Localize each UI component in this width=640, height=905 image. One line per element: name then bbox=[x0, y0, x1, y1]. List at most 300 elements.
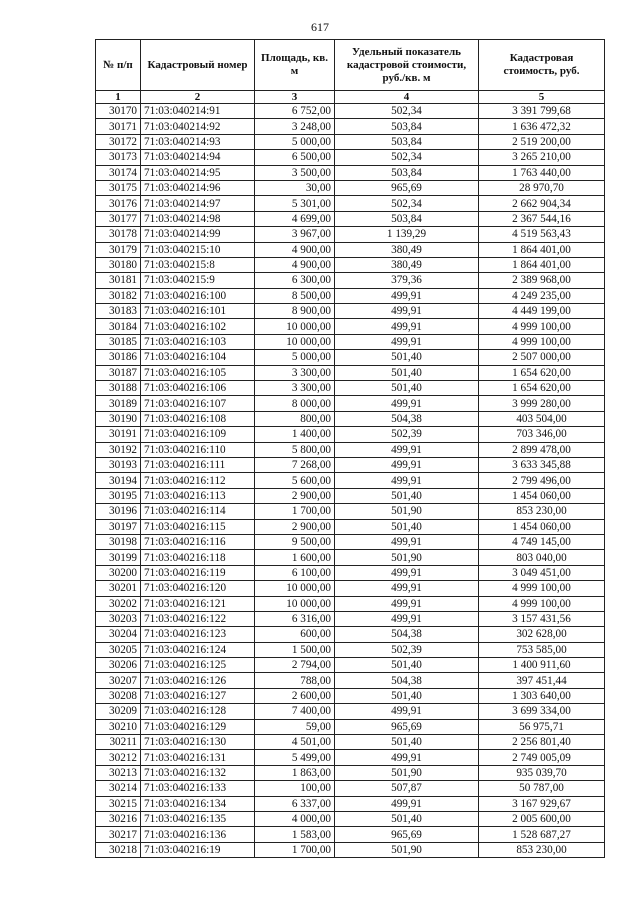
cell-area: 6 752,00 bbox=[255, 104, 335, 119]
cell-unit-value: 501,40 bbox=[335, 519, 479, 534]
cell-row-number: 30175 bbox=[96, 180, 141, 195]
cell-area: 1 400,00 bbox=[255, 427, 335, 442]
cell-cadastral-number: 71:03:040216:104 bbox=[141, 350, 255, 365]
table-row bbox=[96, 242, 605, 257]
cell-area: 7 268,00 bbox=[255, 457, 335, 472]
cell-area: 1 700,00 bbox=[255, 842, 335, 857]
cell-area: 5 800,00 bbox=[255, 442, 335, 457]
cell-row-number: 30189 bbox=[96, 396, 141, 411]
cell-cadastral-cost: 1 864 401,00 bbox=[479, 242, 605, 257]
cell-area: 8 000,00 bbox=[255, 396, 335, 411]
cell-unit-value: 502,39 bbox=[335, 642, 479, 657]
table-row bbox=[96, 827, 605, 842]
cell-row-number: 30179 bbox=[96, 242, 141, 257]
cell-cadastral-number: 71:03:040216:110 bbox=[141, 442, 255, 457]
cell-row-number: 30176 bbox=[96, 196, 141, 211]
cell-cadastral-number: 71:03:040216:19 bbox=[141, 842, 255, 857]
cell-unit-value: 499,91 bbox=[335, 596, 479, 611]
header-cadastral-cost: Кадастровая стоимость, руб. bbox=[479, 40, 605, 91]
cell-area: 1 583,00 bbox=[255, 827, 335, 842]
header-area: Площадь, кв. м bbox=[255, 40, 335, 91]
cell-cadastral-number: 71:03:040216:128 bbox=[141, 704, 255, 719]
table-row bbox=[96, 750, 605, 765]
table-row bbox=[96, 334, 605, 349]
cell-unit-value: 499,91 bbox=[335, 304, 479, 319]
cell-cadastral-number: 71:03:040214:94 bbox=[141, 150, 255, 165]
cell-row-number: 30214 bbox=[96, 781, 141, 796]
cell-row-number: 30193 bbox=[96, 457, 141, 472]
cell-cadastral-cost: 803 040,00 bbox=[479, 550, 605, 565]
cell-unit-value: 499,91 bbox=[335, 611, 479, 626]
cell-cadastral-cost: 1 303 640,00 bbox=[479, 688, 605, 703]
table-row bbox=[96, 288, 605, 303]
cell-cadastral-number: 71:03:040216:133 bbox=[141, 781, 255, 796]
cell-row-number: 30187 bbox=[96, 365, 141, 380]
table-body bbox=[96, 104, 605, 858]
cell-cadastral-cost: 3 049 451,00 bbox=[479, 565, 605, 580]
cell-row-number: 30186 bbox=[96, 350, 141, 365]
table-row bbox=[96, 196, 605, 211]
cell-unit-value: 499,91 bbox=[335, 750, 479, 765]
cell-area: 3 967,00 bbox=[255, 227, 335, 242]
cell-cadastral-cost: 50 787,00 bbox=[479, 781, 605, 796]
cell-cadastral-number: 71:03:040216:103 bbox=[141, 334, 255, 349]
cell-cadastral-cost: 1 636 472,32 bbox=[479, 119, 605, 134]
cell-area: 5 301,00 bbox=[255, 196, 335, 211]
table-row bbox=[96, 534, 605, 549]
cell-row-number: 30172 bbox=[96, 134, 141, 149]
cell-cadastral-number: 71:03:040216:127 bbox=[141, 688, 255, 703]
cell-area: 8 900,00 bbox=[255, 304, 335, 319]
cell-unit-value: 507,87 bbox=[335, 781, 479, 796]
table-row bbox=[96, 257, 605, 272]
column-number: 5 bbox=[479, 91, 605, 104]
cell-unit-value: 379,36 bbox=[335, 273, 479, 288]
cell-unit-value: 499,91 bbox=[335, 334, 479, 349]
cadastre-table bbox=[95, 39, 605, 858]
cell-cadastral-cost: 853 230,00 bbox=[479, 504, 605, 519]
cell-cadastral-cost: 3 391 799,68 bbox=[479, 104, 605, 119]
table-row bbox=[96, 273, 605, 288]
cell-row-number: 30206 bbox=[96, 658, 141, 673]
cell-area: 600,00 bbox=[255, 627, 335, 642]
cell-cadastral-number: 71:03:040214:98 bbox=[141, 211, 255, 226]
cell-area: 5 000,00 bbox=[255, 350, 335, 365]
cell-unit-value: 501,40 bbox=[335, 811, 479, 826]
cell-row-number: 30185 bbox=[96, 334, 141, 349]
table-row bbox=[96, 658, 605, 673]
cell-cadastral-cost: 3 999 280,00 bbox=[479, 396, 605, 411]
cell-row-number: 30203 bbox=[96, 611, 141, 626]
cell-cadastral-number: 71:03:040216:113 bbox=[141, 488, 255, 503]
cell-unit-value: 503,84 bbox=[335, 119, 479, 134]
table-header-row bbox=[96, 40, 605, 91]
table-row bbox=[96, 350, 605, 365]
cell-area: 7 400,00 bbox=[255, 704, 335, 719]
cell-area: 800,00 bbox=[255, 411, 335, 426]
cell-row-number: 30216 bbox=[96, 811, 141, 826]
cell-cadastral-number: 71:03:040216:111 bbox=[141, 457, 255, 472]
cell-area: 788,00 bbox=[255, 673, 335, 688]
cell-area: 1 863,00 bbox=[255, 765, 335, 780]
cell-cadastral-cost: 4 519 563,43 bbox=[479, 227, 605, 242]
cell-cadastral-cost: 4 999 100,00 bbox=[479, 596, 605, 611]
cell-cadastral-cost: 1 454 060,00 bbox=[479, 488, 605, 503]
table-row bbox=[96, 519, 605, 534]
table-row bbox=[96, 504, 605, 519]
cell-area: 4 900,00 bbox=[255, 257, 335, 272]
cell-cadastral-number: 71:03:040216:130 bbox=[141, 735, 255, 750]
cell-area: 10 000,00 bbox=[255, 596, 335, 611]
cell-unit-value: 965,69 bbox=[335, 719, 479, 734]
cell-row-number: 30188 bbox=[96, 381, 141, 396]
cell-cadastral-cost: 2 256 801,40 bbox=[479, 735, 605, 750]
table-row bbox=[96, 627, 605, 642]
cell-unit-value: 499,91 bbox=[335, 534, 479, 549]
cell-area: 100,00 bbox=[255, 781, 335, 796]
cell-row-number: 30192 bbox=[96, 442, 141, 457]
cell-unit-value: 499,91 bbox=[335, 396, 479, 411]
cell-row-number: 30174 bbox=[96, 165, 141, 180]
cell-cadastral-number: 71:03:040216:119 bbox=[141, 565, 255, 580]
cell-cadastral-number: 71:03:040216:120 bbox=[141, 581, 255, 596]
cell-row-number: 30170 bbox=[96, 104, 141, 119]
cell-area: 5 000,00 bbox=[255, 134, 335, 149]
table-row bbox=[96, 396, 605, 411]
cell-cadastral-number: 71:03:040215:8 bbox=[141, 257, 255, 272]
cell-cadastral-cost: 56 975,71 bbox=[479, 719, 605, 734]
cell-row-number: 30197 bbox=[96, 519, 141, 534]
cell-area: 8 500,00 bbox=[255, 288, 335, 303]
cell-area: 2 794,00 bbox=[255, 658, 335, 673]
cell-unit-value: 499,91 bbox=[335, 796, 479, 811]
cell-cadastral-number: 71:03:040216:114 bbox=[141, 504, 255, 519]
cell-cadastral-cost: 1 454 060,00 bbox=[479, 519, 605, 534]
cell-row-number: 30196 bbox=[96, 504, 141, 519]
cell-cadastral-number: 71:03:040216:124 bbox=[141, 642, 255, 657]
column-number-row bbox=[96, 91, 605, 104]
table-row bbox=[96, 411, 605, 426]
cell-area: 9 500,00 bbox=[255, 534, 335, 549]
cell-cadastral-cost: 935 039,70 bbox=[479, 765, 605, 780]
cell-row-number: 30208 bbox=[96, 688, 141, 703]
cell-unit-value: 502,39 bbox=[335, 427, 479, 442]
cell-cadastral-cost: 2 005 600,00 bbox=[479, 811, 605, 826]
table-row bbox=[96, 427, 605, 442]
cell-unit-value: 501,90 bbox=[335, 765, 479, 780]
cell-unit-value: 965,69 bbox=[335, 180, 479, 195]
cell-unit-value: 499,91 bbox=[335, 704, 479, 719]
cell-unit-value: 501,40 bbox=[335, 381, 479, 396]
cell-unit-value: 1 139,29 bbox=[335, 227, 479, 242]
cell-row-number: 30171 bbox=[96, 119, 141, 134]
table-row bbox=[96, 381, 605, 396]
cell-cadastral-cost: 2 799 496,00 bbox=[479, 473, 605, 488]
cell-row-number: 30177 bbox=[96, 211, 141, 226]
cell-unit-value: 501,40 bbox=[335, 488, 479, 503]
table-row bbox=[96, 796, 605, 811]
cell-cadastral-cost: 4 999 100,00 bbox=[479, 334, 605, 349]
cell-area: 10 000,00 bbox=[255, 581, 335, 596]
cell-unit-value: 503,84 bbox=[335, 165, 479, 180]
cell-cadastral-number: 71:03:040216:101 bbox=[141, 304, 255, 319]
table-row bbox=[96, 581, 605, 596]
cell-row-number: 30190 bbox=[96, 411, 141, 426]
column-number: 2 bbox=[141, 91, 255, 104]
table-row bbox=[96, 473, 605, 488]
cell-cadastral-cost: 1 763 440,00 bbox=[479, 165, 605, 180]
cell-cadastral-number: 71:03:040216:129 bbox=[141, 719, 255, 734]
cell-cadastral-cost: 703 346,00 bbox=[479, 427, 605, 442]
cell-cadastral-number: 71:03:040214:93 bbox=[141, 134, 255, 149]
cell-cadastral-number: 71:03:040214:99 bbox=[141, 227, 255, 242]
cell-row-number: 30205 bbox=[96, 642, 141, 657]
cell-unit-value: 499,91 bbox=[335, 581, 479, 596]
cell-unit-value: 499,91 bbox=[335, 457, 479, 472]
cell-cadastral-cost: 403 504,00 bbox=[479, 411, 605, 426]
cell-unit-value: 503,84 bbox=[335, 211, 479, 226]
cell-unit-value: 499,91 bbox=[335, 319, 479, 334]
table-row bbox=[96, 688, 605, 703]
cell-cadastral-number: 71:03:040216:125 bbox=[141, 658, 255, 673]
cell-unit-value: 503,84 bbox=[335, 134, 479, 149]
cell-cadastral-number: 71:03:040214:91 bbox=[141, 104, 255, 119]
cell-row-number: 30204 bbox=[96, 627, 141, 642]
cell-cadastral-number: 71:03:040216:108 bbox=[141, 411, 255, 426]
cell-cadastral-cost: 3 699 334,00 bbox=[479, 704, 605, 719]
table-row bbox=[96, 104, 605, 119]
cell-cadastral-number: 71:03:040215:10 bbox=[141, 242, 255, 257]
cell-unit-value: 965,69 bbox=[335, 827, 479, 842]
cell-unit-value: 501,40 bbox=[335, 350, 479, 365]
cell-row-number: 30211 bbox=[96, 735, 141, 750]
cell-area: 6 316,00 bbox=[255, 611, 335, 626]
cell-area: 59,00 bbox=[255, 719, 335, 734]
cell-area: 4 699,00 bbox=[255, 211, 335, 226]
cell-unit-value: 502,34 bbox=[335, 196, 479, 211]
cell-row-number: 30209 bbox=[96, 704, 141, 719]
cell-cadastral-cost: 4 749 145,00 bbox=[479, 534, 605, 549]
cell-area: 6 300,00 bbox=[255, 273, 335, 288]
cell-row-number: 30191 bbox=[96, 427, 141, 442]
cell-cadastral-number: 71:03:040214:92 bbox=[141, 119, 255, 134]
table-row bbox=[96, 673, 605, 688]
table-row bbox=[96, 488, 605, 503]
cell-unit-value: 504,38 bbox=[335, 411, 479, 426]
header-unit-value: Удельный показатель кадастровой стоимости, руб./кв. м bbox=[335, 40, 479, 91]
cell-row-number: 30173 bbox=[96, 150, 141, 165]
cell-area: 1 600,00 bbox=[255, 550, 335, 565]
cell-cadastral-cost: 302 628,00 bbox=[479, 627, 605, 642]
table-row bbox=[96, 781, 605, 796]
column-number: 1 bbox=[96, 91, 141, 104]
cell-cadastral-cost: 2 367 544,16 bbox=[479, 211, 605, 226]
table-row bbox=[96, 719, 605, 734]
cell-unit-value: 502,34 bbox=[335, 104, 479, 119]
cell-unit-value: 501,90 bbox=[335, 550, 479, 565]
cell-area: 2 600,00 bbox=[255, 688, 335, 703]
cell-cadastral-cost: 397 451,44 bbox=[479, 673, 605, 688]
cell-unit-value: 499,91 bbox=[335, 473, 479, 488]
table-row bbox=[96, 457, 605, 472]
cell-cadastral-number: 71:03:040216:126 bbox=[141, 673, 255, 688]
cell-row-number: 30218 bbox=[96, 842, 141, 857]
cell-cadastral-cost: 1 654 620,00 bbox=[479, 381, 605, 396]
cell-cadastral-number: 71:03:040216:116 bbox=[141, 534, 255, 549]
cell-cadastral-cost: 2 899 478,00 bbox=[479, 442, 605, 457]
cell-cadastral-cost: 3 633 345,88 bbox=[479, 457, 605, 472]
cell-cadastral-number: 71:03:040214:95 bbox=[141, 165, 255, 180]
cell-row-number: 30184 bbox=[96, 319, 141, 334]
table-row bbox=[96, 442, 605, 457]
cell-unit-value: 380,49 bbox=[335, 242, 479, 257]
cell-cadastral-number: 71:03:040216:100 bbox=[141, 288, 255, 303]
cell-cadastral-cost: 1 400 911,60 bbox=[479, 658, 605, 673]
cell-area: 6 500,00 bbox=[255, 150, 335, 165]
cell-row-number: 30198 bbox=[96, 534, 141, 549]
cell-cadastral-cost: 4 249 235,00 bbox=[479, 288, 605, 303]
cell-area: 3 300,00 bbox=[255, 365, 335, 380]
cell-area: 1 700,00 bbox=[255, 504, 335, 519]
cell-unit-value: 501,40 bbox=[335, 365, 479, 380]
cell-unit-value: 502,34 bbox=[335, 150, 479, 165]
cell-row-number: 30194 bbox=[96, 473, 141, 488]
header-row-number: № п/п bbox=[96, 40, 141, 91]
table-row bbox=[96, 227, 605, 242]
cell-cadastral-cost: 2 507 000,00 bbox=[479, 350, 605, 365]
cell-cadastral-cost: 1 528 687,27 bbox=[479, 827, 605, 842]
table-row bbox=[96, 611, 605, 626]
cell-cadastral-number: 71:03:040216:112 bbox=[141, 473, 255, 488]
cell-unit-value: 499,91 bbox=[335, 565, 479, 580]
cell-cadastral-cost: 2 519 200,00 bbox=[479, 134, 605, 149]
table-row bbox=[96, 642, 605, 657]
cell-cadastral-number: 71:03:040216:123 bbox=[141, 627, 255, 642]
table-row bbox=[96, 119, 605, 134]
cell-area: 2 900,00 bbox=[255, 519, 335, 534]
cell-row-number: 30207 bbox=[96, 673, 141, 688]
cell-unit-value: 499,91 bbox=[335, 288, 479, 303]
cell-cadastral-cost: 2 749 005,09 bbox=[479, 750, 605, 765]
cell-row-number: 30217 bbox=[96, 827, 141, 842]
page-number: 617 bbox=[311, 20, 329, 34]
cell-cadastral-number: 71:03:040216:105 bbox=[141, 365, 255, 380]
cell-unit-value: 501,40 bbox=[335, 658, 479, 673]
cell-cadastral-number: 71:03:040215:9 bbox=[141, 273, 255, 288]
cell-cadastral-cost: 3 167 929,67 bbox=[479, 796, 605, 811]
cell-unit-value: 501,40 bbox=[335, 735, 479, 750]
cell-area: 3 300,00 bbox=[255, 381, 335, 396]
cell-cadastral-number: 71:03:040216:122 bbox=[141, 611, 255, 626]
cell-row-number: 30215 bbox=[96, 796, 141, 811]
cell-area: 5 600,00 bbox=[255, 473, 335, 488]
cell-area: 10 000,00 bbox=[255, 319, 335, 334]
cell-cadastral-number: 71:03:040214:96 bbox=[141, 180, 255, 195]
cell-area: 4 900,00 bbox=[255, 242, 335, 257]
cell-cadastral-number: 71:03:040216:134 bbox=[141, 796, 255, 811]
cell-row-number: 30202 bbox=[96, 596, 141, 611]
cell-cadastral-number: 71:03:040216:102 bbox=[141, 319, 255, 334]
table-row bbox=[96, 842, 605, 857]
cell-cadastral-number: 71:03:040216:106 bbox=[141, 381, 255, 396]
table-row bbox=[96, 550, 605, 565]
cell-row-number: 30212 bbox=[96, 750, 141, 765]
table-row bbox=[96, 180, 605, 195]
cell-area: 3 500,00 bbox=[255, 165, 335, 180]
cell-unit-value: 501,40 bbox=[335, 688, 479, 703]
cell-cadastral-number: 71:03:040216:136 bbox=[141, 827, 255, 842]
cell-cadastral-cost: 3 157 431,56 bbox=[479, 611, 605, 626]
cell-row-number: 30180 bbox=[96, 257, 141, 272]
cell-unit-value: 504,38 bbox=[335, 627, 479, 642]
cell-area: 30,00 bbox=[255, 180, 335, 195]
table-row bbox=[96, 304, 605, 319]
cell-cadastral-cost: 4 999 100,00 bbox=[479, 581, 605, 596]
table-row bbox=[96, 565, 605, 580]
cell-area: 4 501,00 bbox=[255, 735, 335, 750]
cell-area: 3 248,00 bbox=[255, 119, 335, 134]
cell-cadastral-number: 71:03:040216:131 bbox=[141, 750, 255, 765]
cell-row-number: 30210 bbox=[96, 719, 141, 734]
cell-row-number: 30178 bbox=[96, 227, 141, 242]
cell-cadastral-number: 71:03:040216:135 bbox=[141, 811, 255, 826]
cell-cadastral-cost: 2 662 904,34 bbox=[479, 196, 605, 211]
table-row bbox=[96, 735, 605, 750]
cell-cadastral-cost: 1 864 401,00 bbox=[479, 257, 605, 272]
table-row bbox=[96, 211, 605, 226]
cell-cadastral-cost: 28 970,70 bbox=[479, 180, 605, 195]
cell-unit-value: 501,90 bbox=[335, 504, 479, 519]
cell-row-number: 30181 bbox=[96, 273, 141, 288]
cell-cadastral-number: 71:03:040216:118 bbox=[141, 550, 255, 565]
header-cadastral-number: Кадастровый номер bbox=[141, 40, 255, 91]
cell-cadastral-cost: 1 654 620,00 bbox=[479, 365, 605, 380]
cell-row-number: 30199 bbox=[96, 550, 141, 565]
cell-cadastral-number: 71:03:040216:109 bbox=[141, 427, 255, 442]
cell-cadastral-cost: 753 585,00 bbox=[479, 642, 605, 657]
cell-unit-value: 499,91 bbox=[335, 442, 479, 457]
table-row bbox=[96, 596, 605, 611]
cell-area: 10 000,00 bbox=[255, 334, 335, 349]
cell-row-number: 30182 bbox=[96, 288, 141, 303]
table-row bbox=[96, 319, 605, 334]
cell-area: 4 000,00 bbox=[255, 811, 335, 826]
cell-area: 1 500,00 bbox=[255, 642, 335, 657]
cell-area: 6 100,00 bbox=[255, 565, 335, 580]
cell-area: 6 337,00 bbox=[255, 796, 335, 811]
cell-row-number: 30201 bbox=[96, 581, 141, 596]
table-row bbox=[96, 765, 605, 780]
cell-cadastral-cost: 3 265 210,00 bbox=[479, 150, 605, 165]
cell-cadastral-number: 71:03:040216:107 bbox=[141, 396, 255, 411]
table-row bbox=[96, 811, 605, 826]
cell-row-number: 30200 bbox=[96, 565, 141, 580]
cell-cadastral-cost: 4 999 100,00 bbox=[479, 319, 605, 334]
column-number: 3 bbox=[255, 91, 335, 104]
cell-row-number: 30213 bbox=[96, 765, 141, 780]
column-number: 4 bbox=[335, 91, 479, 104]
cell-row-number: 30195 bbox=[96, 488, 141, 503]
cell-cadastral-cost: 4 449 199,00 bbox=[479, 304, 605, 319]
cell-row-number: 30183 bbox=[96, 304, 141, 319]
cell-cadastral-number: 71:03:040216:115 bbox=[141, 519, 255, 534]
cell-cadastral-cost: 2 389 968,00 bbox=[479, 273, 605, 288]
cell-cadastral-number: 71:03:040214:97 bbox=[141, 196, 255, 211]
table-row bbox=[96, 150, 605, 165]
cell-area: 2 900,00 bbox=[255, 488, 335, 503]
table-row bbox=[96, 134, 605, 149]
table-row bbox=[96, 704, 605, 719]
